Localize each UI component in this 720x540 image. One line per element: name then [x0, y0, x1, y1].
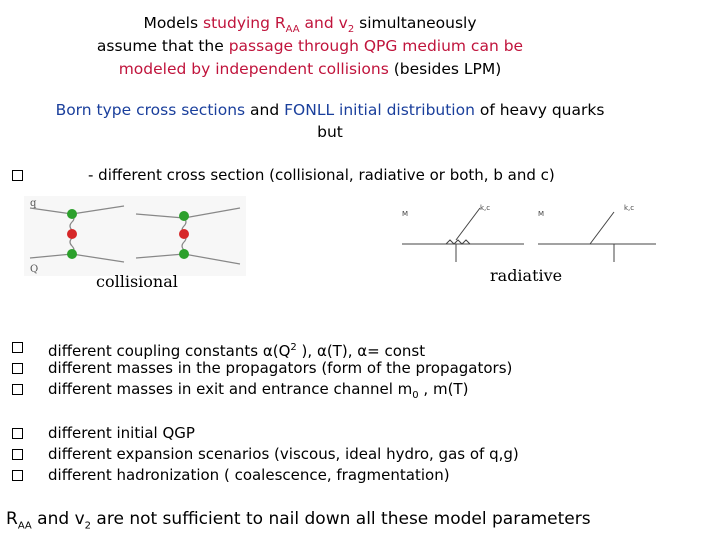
born-text: of heavy quarks: [474, 101, 605, 119]
mass-label: M: [538, 210, 545, 218]
masses-item: [48, 379, 468, 406]
vertex-dot: [179, 249, 189, 259]
header-sub: AA: [285, 24, 300, 36]
collisional-label: collisional: [96, 272, 178, 291]
header-line-2: [0, 35, 620, 57]
vertex-dot: [67, 229, 77, 239]
item-text: different coupling constants α(Q: [48, 342, 291, 360]
header-sub: 2: [347, 24, 355, 36]
item-sub: 0: [412, 390, 419, 401]
item-text: ), α(T), α= const: [296, 342, 426, 360]
cross-section-item: - different cross section (collisional, radiative or both, b and c): [88, 166, 555, 184]
Q-label: Q: [30, 264, 39, 275]
born-line-1: [20, 99, 640, 121]
expansion-item: different expansion scenarios (viscous, ideal hydro, gas of q,g): [48, 445, 519, 463]
hadronization-item: different hadronization ( coalescence, fragmentation): [48, 466, 450, 484]
vertex-dot: [179, 229, 189, 239]
radiated-gluon-line: [590, 212, 614, 244]
mass-label: M: [402, 210, 409, 218]
item-sup: 2: [290, 342, 297, 353]
born-line-2: but: [317, 123, 343, 141]
header-red-text: modeled by independent collisions: [118, 60, 389, 78]
kc-label: k,c: [624, 204, 635, 212]
header-text: assume that the: [96, 37, 229, 55]
item-text: different masses in exit and entrance channel m: [48, 380, 413, 398]
header-text: simultaneously: [354, 14, 477, 32]
radiated-gluon-line: [456, 208, 480, 240]
initial-qgp-item: different initial QGP: [48, 424, 195, 442]
bullet-icon: [12, 384, 23, 395]
vertex-dot: [179, 211, 189, 221]
vertex-dot: [67, 209, 77, 219]
header-red-text: studying R: [203, 14, 286, 32]
radiative-diagram: [398, 196, 660, 268]
kc-label: k,c: [480, 204, 491, 212]
conclusion-part: R: [6, 509, 18, 529]
bullet-icon: [12, 470, 23, 481]
born-blue-text: Born type cross sections: [55, 101, 246, 119]
header-line-3: [0, 58, 620, 80]
conclusion-sub: AA: [17, 520, 32, 532]
propagator-item: different masses in the propagators (form of the propagators): [48, 359, 513, 377]
item-text: , m(T): [418, 380, 469, 398]
born-blue-text: FONLL initial distribution: [284, 101, 475, 119]
conclusion-part: are not sufficient to nail down all these model parameters: [91, 509, 591, 529]
header-text: (besides LPM): [388, 60, 502, 78]
gluon-line: [446, 240, 470, 244]
q-label: q: [30, 198, 37, 209]
radiative-label: radiative: [490, 266, 563, 285]
conclusion-sub: 2: [84, 520, 92, 532]
conclusion-text: [6, 509, 591, 531]
bullet-icon: [12, 449, 23, 460]
header-red-text: and v: [299, 14, 348, 32]
header-red-text: passage through QPG medium can be: [228, 37, 524, 55]
conclusion-part: and v: [31, 509, 85, 529]
vertex-dot: [67, 249, 77, 259]
bullet-icon: [12, 170, 23, 181]
bullet-icon: [12, 428, 23, 439]
bullet-icon: [12, 342, 23, 353]
bullet-icon: [12, 363, 23, 374]
born-text: and: [245, 101, 285, 119]
header-text: Models: [143, 14, 203, 32]
collisional-diagram-bg: [24, 196, 246, 276]
collisional-diagram: [24, 196, 246, 276]
